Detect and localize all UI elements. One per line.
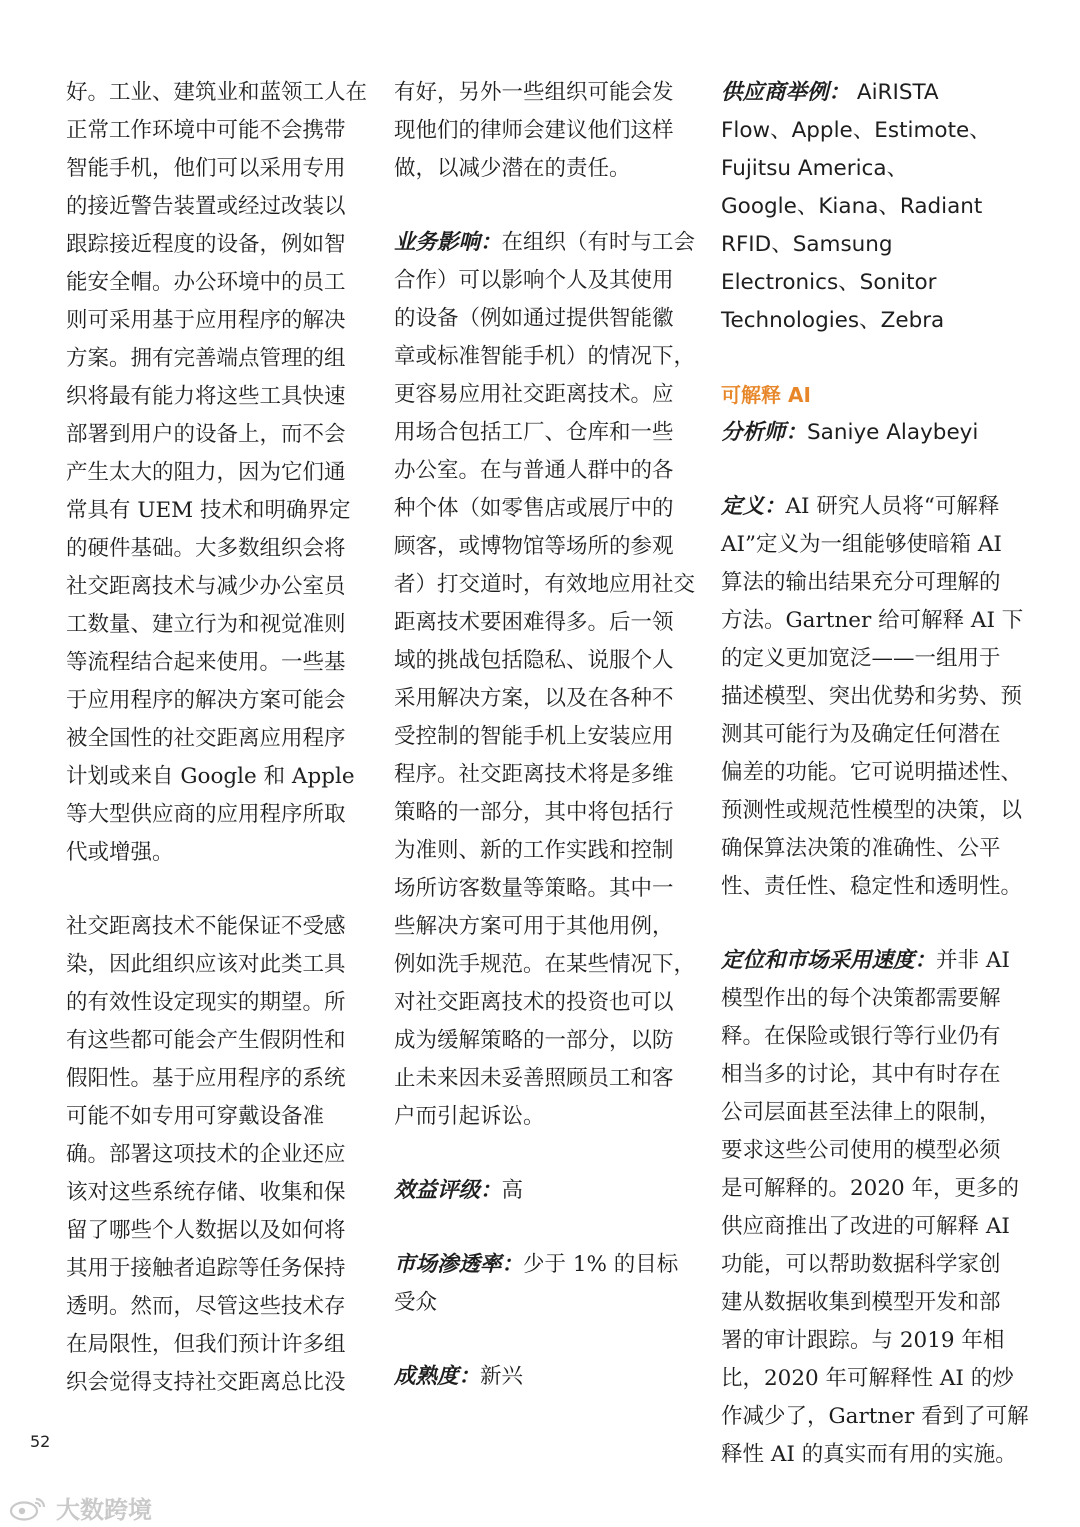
text-line: 更容易应用社交距离技术。应 <box>394 382 674 407</box>
text-line: 产生太大的阻力，因为它们通 <box>66 460 346 485</box>
text-line: 释性 AI 的真实而有用的实施。 <box>721 1442 1017 1467</box>
text-line: 能安全帽。办公环境中的员工 <box>66 270 346 295</box>
text-line: 用场合包括工厂、仓库和一些 <box>394 420 674 445</box>
text-line: 的硬件基础。大多数组织会将 <box>66 536 346 561</box>
text-line: 被全国性的社交距离应用程序 <box>66 726 346 751</box>
sample-vendors <box>721 74 1021 340</box>
text-line: 则可采用基于应用程序的解决 <box>66 308 346 333</box>
business-impact-section <box>394 224 696 1136</box>
text-line: 方法。Gartner 给可解释 AI 下 <box>721 608 1024 633</box>
text-line: 等大型供应商的应用程序所取 <box>66 802 346 827</box>
c1-paragraph-2 <box>66 908 356 1402</box>
text-line: 些解决方案可用于其他用例， <box>394 914 674 939</box>
column-1 <box>66 74 368 1438</box>
text-line: 相当多的讨论，其中有时存在 <box>721 1062 1001 1087</box>
text-line: 正常工作环境中可能不会携带 <box>66 118 346 143</box>
position-adoption-first-text: 并非 AI <box>936 948 1010 973</box>
text-line: 其用于接触者追踪等任务保持 <box>66 1256 346 1281</box>
text-line: 采用解决方案，以及在各种不 <box>394 686 674 711</box>
watermark-text: 大数跨境 <box>56 1496 152 1524</box>
position-adoption-body <box>721 980 1029 1474</box>
definition-section <box>721 488 1024 906</box>
watermark <box>8 1490 152 1525</box>
text-line: 止未来因未妥善照顾员工和客 <box>394 1066 674 1091</box>
definition-first-text: AI 研究人员将“可解释 <box>785 494 1000 519</box>
benefit-rating-label: 效益评级： <box>394 1178 502 1203</box>
text-line: 等流程结合起来使用。一些基 <box>66 650 346 675</box>
text-line: 现他们的律师会建议他们这样 <box>394 118 674 143</box>
text-line: 常具有 UEM 技术和明确界定 <box>66 498 351 523</box>
text-line: 顾客，或博物馆等场所的参观 <box>394 534 674 559</box>
text-line: 合作）可以影响个人及其使用 <box>394 268 674 293</box>
text-line: 的定义更加宽泛——一组用于 <box>721 646 1001 671</box>
text-line: 署的审计跟踪。与 2019 年相 <box>721 1328 1005 1353</box>
text-line: 户而引起诉讼。 <box>394 1104 545 1129</box>
text-line: 智能手机，他们可以采用专用 <box>66 156 346 181</box>
text-line: Electronics、Sonitor <box>721 270 937 295</box>
maturity-value: 新兴 <box>480 1364 524 1389</box>
text-line: 该对这些系统存储、收集和保 <box>66 1180 346 1205</box>
text-line: 代或增强。 <box>66 840 174 865</box>
text-line: 释。在保险或银行等行业仍有 <box>721 1024 1001 1049</box>
sample-vendors-first: AiRISTA <box>856 80 939 105</box>
text-line: RFID、Samsung <box>721 232 893 257</box>
text-line: 有好，另外一些组织可能会发 <box>394 80 674 105</box>
text-line: 测其可能行为及确定任何潜在 <box>721 722 1001 747</box>
position-adoption-section <box>721 942 1029 1474</box>
text-line: 透明。然而，尽管这些技术存 <box>66 1294 346 1319</box>
text-line: 办公室。在与普通人群中的各 <box>394 458 674 483</box>
text-line: 比，2020 年可解释性 AI 的炒 <box>721 1366 1014 1391</box>
text-line: 域的挑战包括隐私、说服个人 <box>394 648 674 673</box>
text-line: 于应用程序的解决方案可能会 <box>66 688 346 713</box>
text-line: 跟踪接近程度的设备，例如智 <box>66 232 346 257</box>
benefit-rating <box>394 1172 684 1210</box>
definition-label: 定义： <box>721 494 786 519</box>
column-3 <box>721 74 1029 1510</box>
market-penetration-value-cont: 受众 <box>394 1290 438 1315</box>
position-adoption-label: 定位和市场采用速度： <box>721 948 937 973</box>
business-impact-first-line <box>394 224 696 262</box>
text-line: Fujitsu America、 <box>721 156 909 181</box>
text-line: 公司层面甚至法律上的限制， <box>721 1100 1001 1125</box>
sample-vendors-list <box>721 112 1021 340</box>
business-impact-body <box>394 262 696 1136</box>
text-line: 留了哪些个人数据以及如何将 <box>66 1218 346 1243</box>
c2-paragraph-1 <box>394 74 684 188</box>
market-penetration-value: 少于 1% 的目标 <box>523 1252 679 1277</box>
analyst-label: 分析师： <box>721 420 808 445</box>
text-line: 染，因此组织应该对此类工具 <box>66 952 346 977</box>
text-line: 计划或来自 Google 和 Apple <box>66 764 355 789</box>
text-line: 社交距离技术与减少办公室员 <box>66 574 346 599</box>
text-line: 是可解释的。2020 年，更多的 <box>721 1176 1020 1201</box>
text-line: 的有效性设定现实的期望。所 <box>66 990 346 1015</box>
text-line: Technologies、Zebra <box>721 308 945 333</box>
text-line: 程序。社交距离技术将是多维 <box>394 762 674 787</box>
text-line: 方案。拥有完善端点管理的组 <box>66 346 346 371</box>
business-impact-label: 业务影响： <box>394 230 502 255</box>
text-line: 偏差的功能。它可说明描述性、 <box>721 760 1023 785</box>
text-line: 建从数据收集到模型开发和部 <box>721 1290 1001 1315</box>
weibo-logo-icon <box>8 1495 48 1521</box>
text-line: 距离技术要困难得多。后一领 <box>394 610 674 635</box>
text-line: 做，以减少潜在的责任。 <box>394 156 631 181</box>
text-line: 要求这些公司使用的模型必须 <box>721 1138 1001 1163</box>
column-2 <box>394 74 696 1432</box>
text-line: 好。工业、建筑业和蓝领工人在 <box>66 80 368 105</box>
text-line: 有这些都可能会产生假阴性和 <box>66 1028 346 1053</box>
text-line: 预测性或规范性模型的决策，以 <box>721 798 1023 823</box>
text-line: 对社交距离技术的投资也可以 <box>394 990 674 1015</box>
text-line: 假阳性。基于应用程序的系统 <box>66 1066 346 1091</box>
text-line: 种个体（如零售店或展厅中的 <box>394 496 674 521</box>
text-line: 策略的一部分，其中将包括行 <box>394 800 674 825</box>
market-penetration <box>394 1246 684 1322</box>
text-line: 成为缓解策略的一部分，以防 <box>394 1028 674 1053</box>
business-impact-first-text: 在组织（有时与工会 <box>501 230 696 255</box>
maturity <box>394 1358 684 1396</box>
text-line: 织将最有能力将这些工具快速 <box>66 384 346 409</box>
page-number: 52 <box>30 1432 51 1451</box>
analyst-name: Saniye Alaybeyi <box>807 420 979 445</box>
market-penetration-label: 市场渗透率： <box>394 1252 524 1277</box>
maturity-label: 成熟度： <box>394 1364 481 1389</box>
text-line: 者）打交道时，有效地应用社交 <box>394 572 696 597</box>
text-line: Google、Kiana、Radiant <box>721 194 983 219</box>
text-line: 部署到用户的设备上，而不会 <box>66 422 346 447</box>
text-line: 的接近警告装置或经过改装以 <box>66 194 346 219</box>
text-line: 工数量、建立行为和视觉准则 <box>66 612 346 637</box>
text-line: 性、责任性、稳定性和透明性。 <box>721 874 1023 899</box>
text-line: Flow、Apple、Estimote、 <box>721 118 991 143</box>
text-line: 模型作出的每个决策都需要解 <box>721 986 1001 1011</box>
text-line: 为准则、新的工作实践和控制 <box>394 838 674 863</box>
benefit-rating-value: 高 <box>501 1178 524 1203</box>
section-title-explainable-ai: 可解释 AI <box>721 383 811 407</box>
text-line: 确。部署这项技术的企业还应 <box>66 1142 346 1167</box>
text-line: AI”定义为一组能够使暗箱 AI <box>721 532 1002 557</box>
text-line: 在局限性，但我们预计许多组 <box>66 1332 346 1357</box>
text-line: 描述模型、突出优势和劣势、预 <box>721 684 1023 709</box>
text-line: 的设备（例如通过提供智能徽 <box>394 306 674 331</box>
text-line: 受控制的智能手机上安装应用 <box>394 724 674 749</box>
text-line: 例如洗手规范。在某些情况下， <box>394 952 696 977</box>
c1-paragraph-1 <box>66 74 368 872</box>
text-line: 作减少了，Gartner 看到了可解 <box>721 1404 1029 1429</box>
text-line: 确保算法决策的准确性、公平 <box>721 836 1001 861</box>
text-line: 章或标准智能手机）的情况下， <box>394 344 696 369</box>
sample-vendors-label: 供应商举例： <box>721 80 851 105</box>
analyst <box>721 414 1021 452</box>
definition-body <box>721 526 1024 906</box>
text-line: 织会觉得支持社交距离总比没 <box>66 1370 346 1395</box>
text-line: 供应商推出了改进的可解释 AI <box>721 1214 1010 1239</box>
text-line: 可能不如专用可穿戴设备准 <box>66 1104 325 1129</box>
text-line: 功能，可以帮助数据科学家创 <box>721 1252 1001 1277</box>
text-line: 算法的输出结果充分可理解的 <box>721 570 1001 595</box>
text-line: 场所访客数量等策略。其中一 <box>394 876 674 901</box>
text-line: 社交距离技术不能保证不受感 <box>66 914 346 939</box>
